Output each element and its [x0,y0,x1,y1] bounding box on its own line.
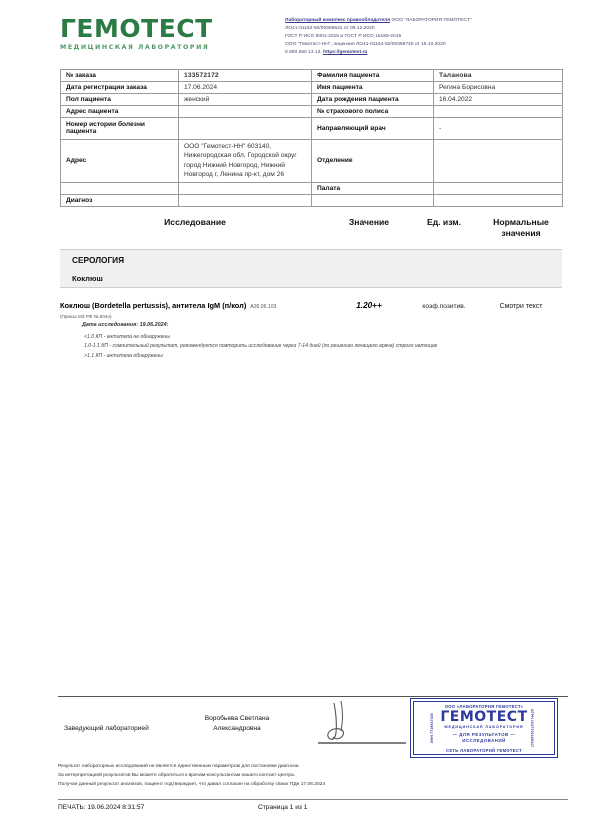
table-row [61,117,563,139]
handwritten-signature-icon [310,699,420,747]
column-header-unit: Ед. изм. [426,216,462,227]
owner-line-1-label: Лабораторный комплекс правообладателя [285,18,391,23]
cell-surname-label: Фамилия пациента [312,69,434,81]
interpretation-line-2: 1.0-1.1 КП - сомнительный результат, рекомендуется повторить исследование через 7-14 дней (по решению лечащего врача) строго натощак [84,343,438,350]
test-code: A26.06.103 [250,304,277,311]
table-row [61,69,563,81]
cell-reg-date-label: Дата регистрации заказа [61,81,179,93]
table-row [61,182,563,194]
test-result-row [60,295,562,313]
cell-birthdate-value: 16.04.2022 [434,93,563,105]
stamp-inner [413,701,555,755]
owner-line-2: ЛО41-01162-50/00369631 от 09.12.2020 [285,25,375,31]
column-header-norm [480,217,562,240]
cell-policy-label: № страхового полиса [312,105,434,117]
cell-patient-address-label: Адрес пациента [61,105,179,117]
cell-lab-address-label: Адрес [61,139,179,182]
cell-case-history-value [179,117,312,139]
signature-name-line2: Александровна [213,724,261,732]
cell-referring-doctor-label: Направляющий врач [312,117,434,139]
test-value: 1.20++ [356,301,382,311]
interpretation-line-3: >1.1 КП - антитела обнаружены [84,352,163,359]
signature-name [184,714,290,733]
signature-name-line1: Воробьева Светлана [204,715,270,722]
disclaimer-block [58,762,568,789]
cell-order-number-value: 133572172 [179,69,312,81]
column-header-study: Исследование [164,216,226,227]
stamp-middle-line2: ИССЛЕДОВАНИЙ [462,738,506,744]
owner-line-4: ООО "Гемотест-НН", лицензия ЛО41-01164-52/00368740 от 19.10.2020 [285,41,446,47]
cell-department-value [434,139,563,182]
cell-ward-value [434,182,563,194]
cell-firstname-value: Регина Борисовна [434,81,563,93]
stamp-sub-text: МЕДИЦИНСКАЯ ЛАБОРАТОРИЯ [444,725,524,730]
table-row [61,81,563,93]
table-row [61,105,563,117]
owner-line-1 [285,17,572,25]
stamp-side-right: ОГРН 1027700466447 [529,708,534,748]
test-order-note: (Приказ МЗ РФ № 804н) [60,314,112,320]
report-sheet [10,6,590,812]
test-date-note: Дата исследования: 19.06.2024: [82,322,169,329]
stamp-middle-text [453,732,516,744]
stamp-bottom-text: СЕТЬ ЛАБОРАТОРИЙ ГЕМОТЕСТ [446,747,522,753]
owner-phone: 8 800 550 13 13. [285,49,322,55]
gemotest-site-link[interactable]: https://gemotest.ru [323,49,368,55]
test-name-cell [60,295,330,313]
test-name: Коклюш (Bordetella pertussis), антитела IgM (п/кол) [60,301,247,311]
cell-diagnosis-value [179,194,312,206]
cell-diagnosis-pad-b [434,194,563,206]
page-indicator: Страница 1 из 1 [258,804,308,812]
table-row [61,93,563,105]
patient-info-table [60,69,563,207]
report-footer [10,696,590,811]
owner-line-3: ГОСТ Р ИСО 9001-2015 и ГОСТ Р ИСО 15189-2015 [285,33,402,39]
disclaimer-line-1: Результат лабораторных исследований не является единственным параметром для постановки диагноза. [58,764,300,769]
print-timestamp: ПЕЧАТЬ: 19.06.2024 8:31:57 [58,804,145,812]
results-section-band [60,249,562,288]
table-row [61,194,563,206]
stamp-main-text: ГЕМОТЕСТ [440,708,528,725]
cell-diagnosis-label: Диагноз [61,194,179,206]
cell-blank-value [179,182,312,194]
cell-sex-label: Пол пациента [61,93,179,105]
stamp-side-left: ИНН 7718947400 [429,713,434,743]
logo-wordmark: ГЕМОТЕСТ [60,14,213,43]
column-header-value: Значение [348,216,390,227]
cell-department-label: Отделение [312,139,434,182]
column-header-norm-line2: значения [501,228,541,239]
table-row [61,139,563,182]
cell-reg-date-value: 17.06.2024 [179,81,312,93]
cell-surname-value: Таланова [434,69,563,81]
results-column-headers [60,217,562,240]
owner-info-block [285,14,572,57]
column-header-norm-line1: Нормальные [493,216,549,227]
laboratory-stamp [410,698,558,758]
cell-ward-label: Палата [312,182,434,194]
cell-order-number-label: № заказа [61,69,179,81]
report-header [10,6,590,63]
stamp-top-text: ООО «ЛАБОРАТОРИЯ ГЕМОТЕСТ» [444,703,524,709]
owner-line-1-value: ООО "ЛАБОРАТОРИЯ ГЕМОТЕСТ" [391,18,472,23]
subsection-title-pertussis: Коклюш [72,274,103,284]
disclaimer-line-3: Получая данный результат анализов, пациент подтверждает, что давал согласие на обработку своих ПДн 17.06.2024 [58,782,326,788]
bottom-info-row [58,804,568,811]
test-interpretation-block [84,333,562,361]
cell-lab-address-value: ООО "Гемотест-НН" 603140, Нижегородская обл, Городской округ город Нижний Новгород, Нижний Новгород г, Ленина пр-кт, дом 26 [179,139,312,182]
cell-sex-value: женский [179,93,312,105]
test-unit: коэф.позитив. [422,303,466,311]
cell-patient-address-value [179,105,312,117]
stamp-middle-line1: — ДЛЯ РЕЗУЛЬТАТОВ — [452,732,516,738]
cell-blank-label [61,182,179,194]
signature-label: Заведующий лабораторией [64,725,149,732]
gemotest-logo [60,14,285,51]
signature-row [58,697,568,759]
interpretation-line-1: <1.0 КП - антитела не обнаружены [84,334,170,341]
cell-birthdate-label: Дата рождения пациента [312,93,434,105]
cell-diagnosis-pad-a [312,194,434,206]
bottom-divider [58,799,568,800]
cell-referring-doctor-value: - [434,117,563,139]
test-norm: Смотри текст [499,303,543,311]
section-title-serology: СЕРОЛОГИЯ [72,255,125,266]
logo-tagline: МЕДИЦИНСКАЯ ЛАБОРАТОРИЯ [60,44,210,51]
cell-policy-value [434,105,563,117]
owner-line-5 [285,49,572,57]
disclaimer-line-2: За интерпретацией результатов Вы можете обратиться к врачам-консультантам нашего контакт-центра. [58,773,296,779]
cell-case-history-label: Номер истории болезни пациента [61,117,179,139]
cell-firstname-label: Имя пациента [312,81,434,93]
